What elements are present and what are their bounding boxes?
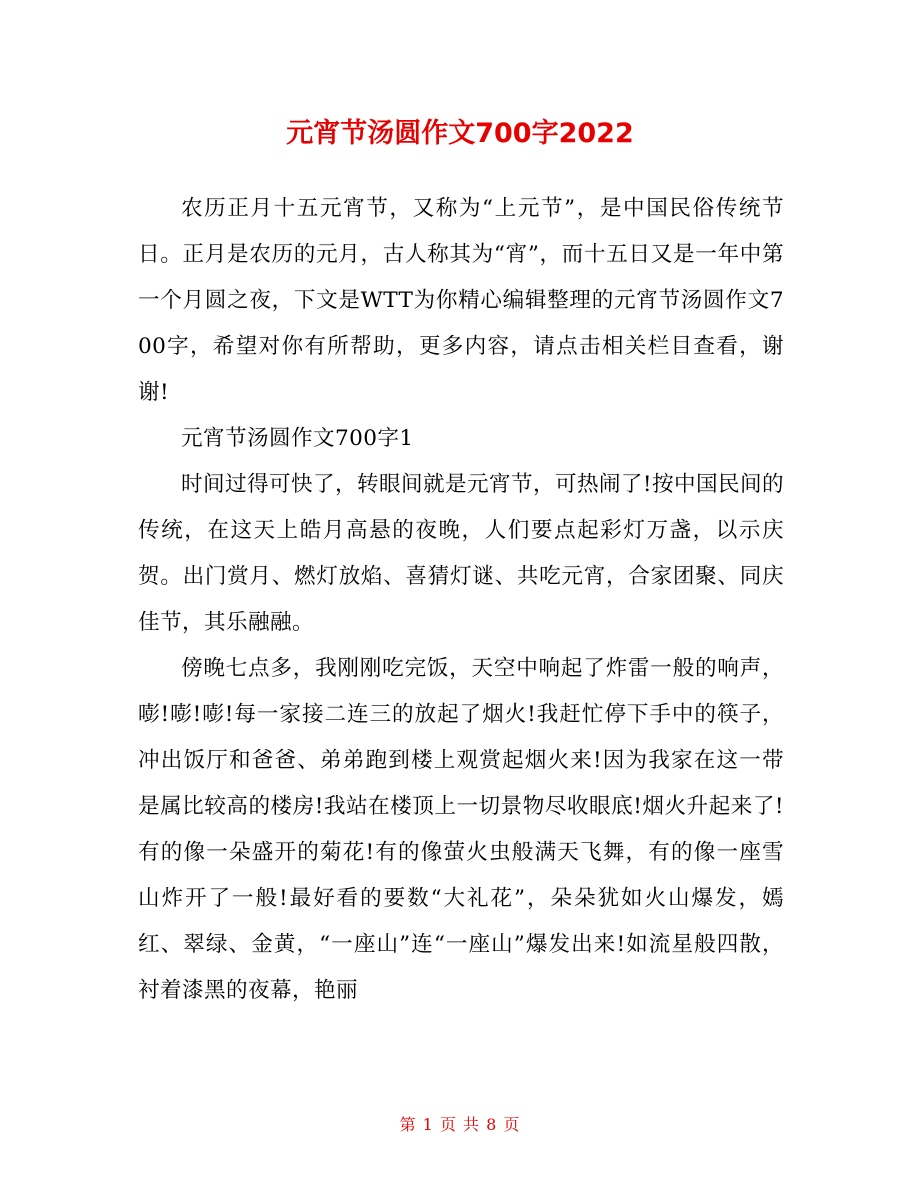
section-heading: 元宵节汤圆作文700字1 — [181, 426, 414, 451]
body-paragraph: 傍晚七点多，我刚刚吃完饭，天空中响起了炸雷一般的响声，嘭!嘭!嘭!每一家接二连三的放起了烟火!我赶忙停下手中的筷子，冲出饭厅和爸爸、弟弟跑到楼上观赏起烟火来!因为我家在这一带是属比较高的楼房!我站在楼顶上一切景物尽收眼底!烟火升起来了!有的像一朵盛开的菊花!有的像萤火虫般满天飞舞，有的像一座雪山炸开了一般!最好看的要数“大礼花”，朵朵犹如火山爆发，嫣红、翠绿、金黄，“一座山”连“一座山”爆发出来!如流星般四散，衬着漆黑的夜幕，艳丽 — [138, 656, 784, 1003]
page-footer: 第 1 页 共 8 页 — [399, 1115, 521, 1134]
document-title: 元宵节汤圆作文700字2022 — [286, 118, 634, 149]
intro-paragraph: 农历正月十五元宵节，又称为“上元节”，是中国民俗传统节日。正月是农历的元月，古人称其为“宵”，而十五日又是一年中第一个月圆之夜，下文是WTT为你精心编辑整理的元宵节汤圆作文700字，希望对你有所帮助，更多内容，请点击相关栏目查看，谢谢! — [138, 196, 784, 405]
document-body — [138, 186, 784, 1014]
body-paragraph: 时间过得可快了，转眼间就是元宵节，可热闹了!按中国民间的传统，在这天上皓月高悬的夜晚，人们要点起彩灯万盏，以示庆贺。出门赏月、燃灯放焰、喜猜灯谜、共吃元宵，合家团聚、同庆佳节，其乐融融。 — [138, 472, 784, 635]
